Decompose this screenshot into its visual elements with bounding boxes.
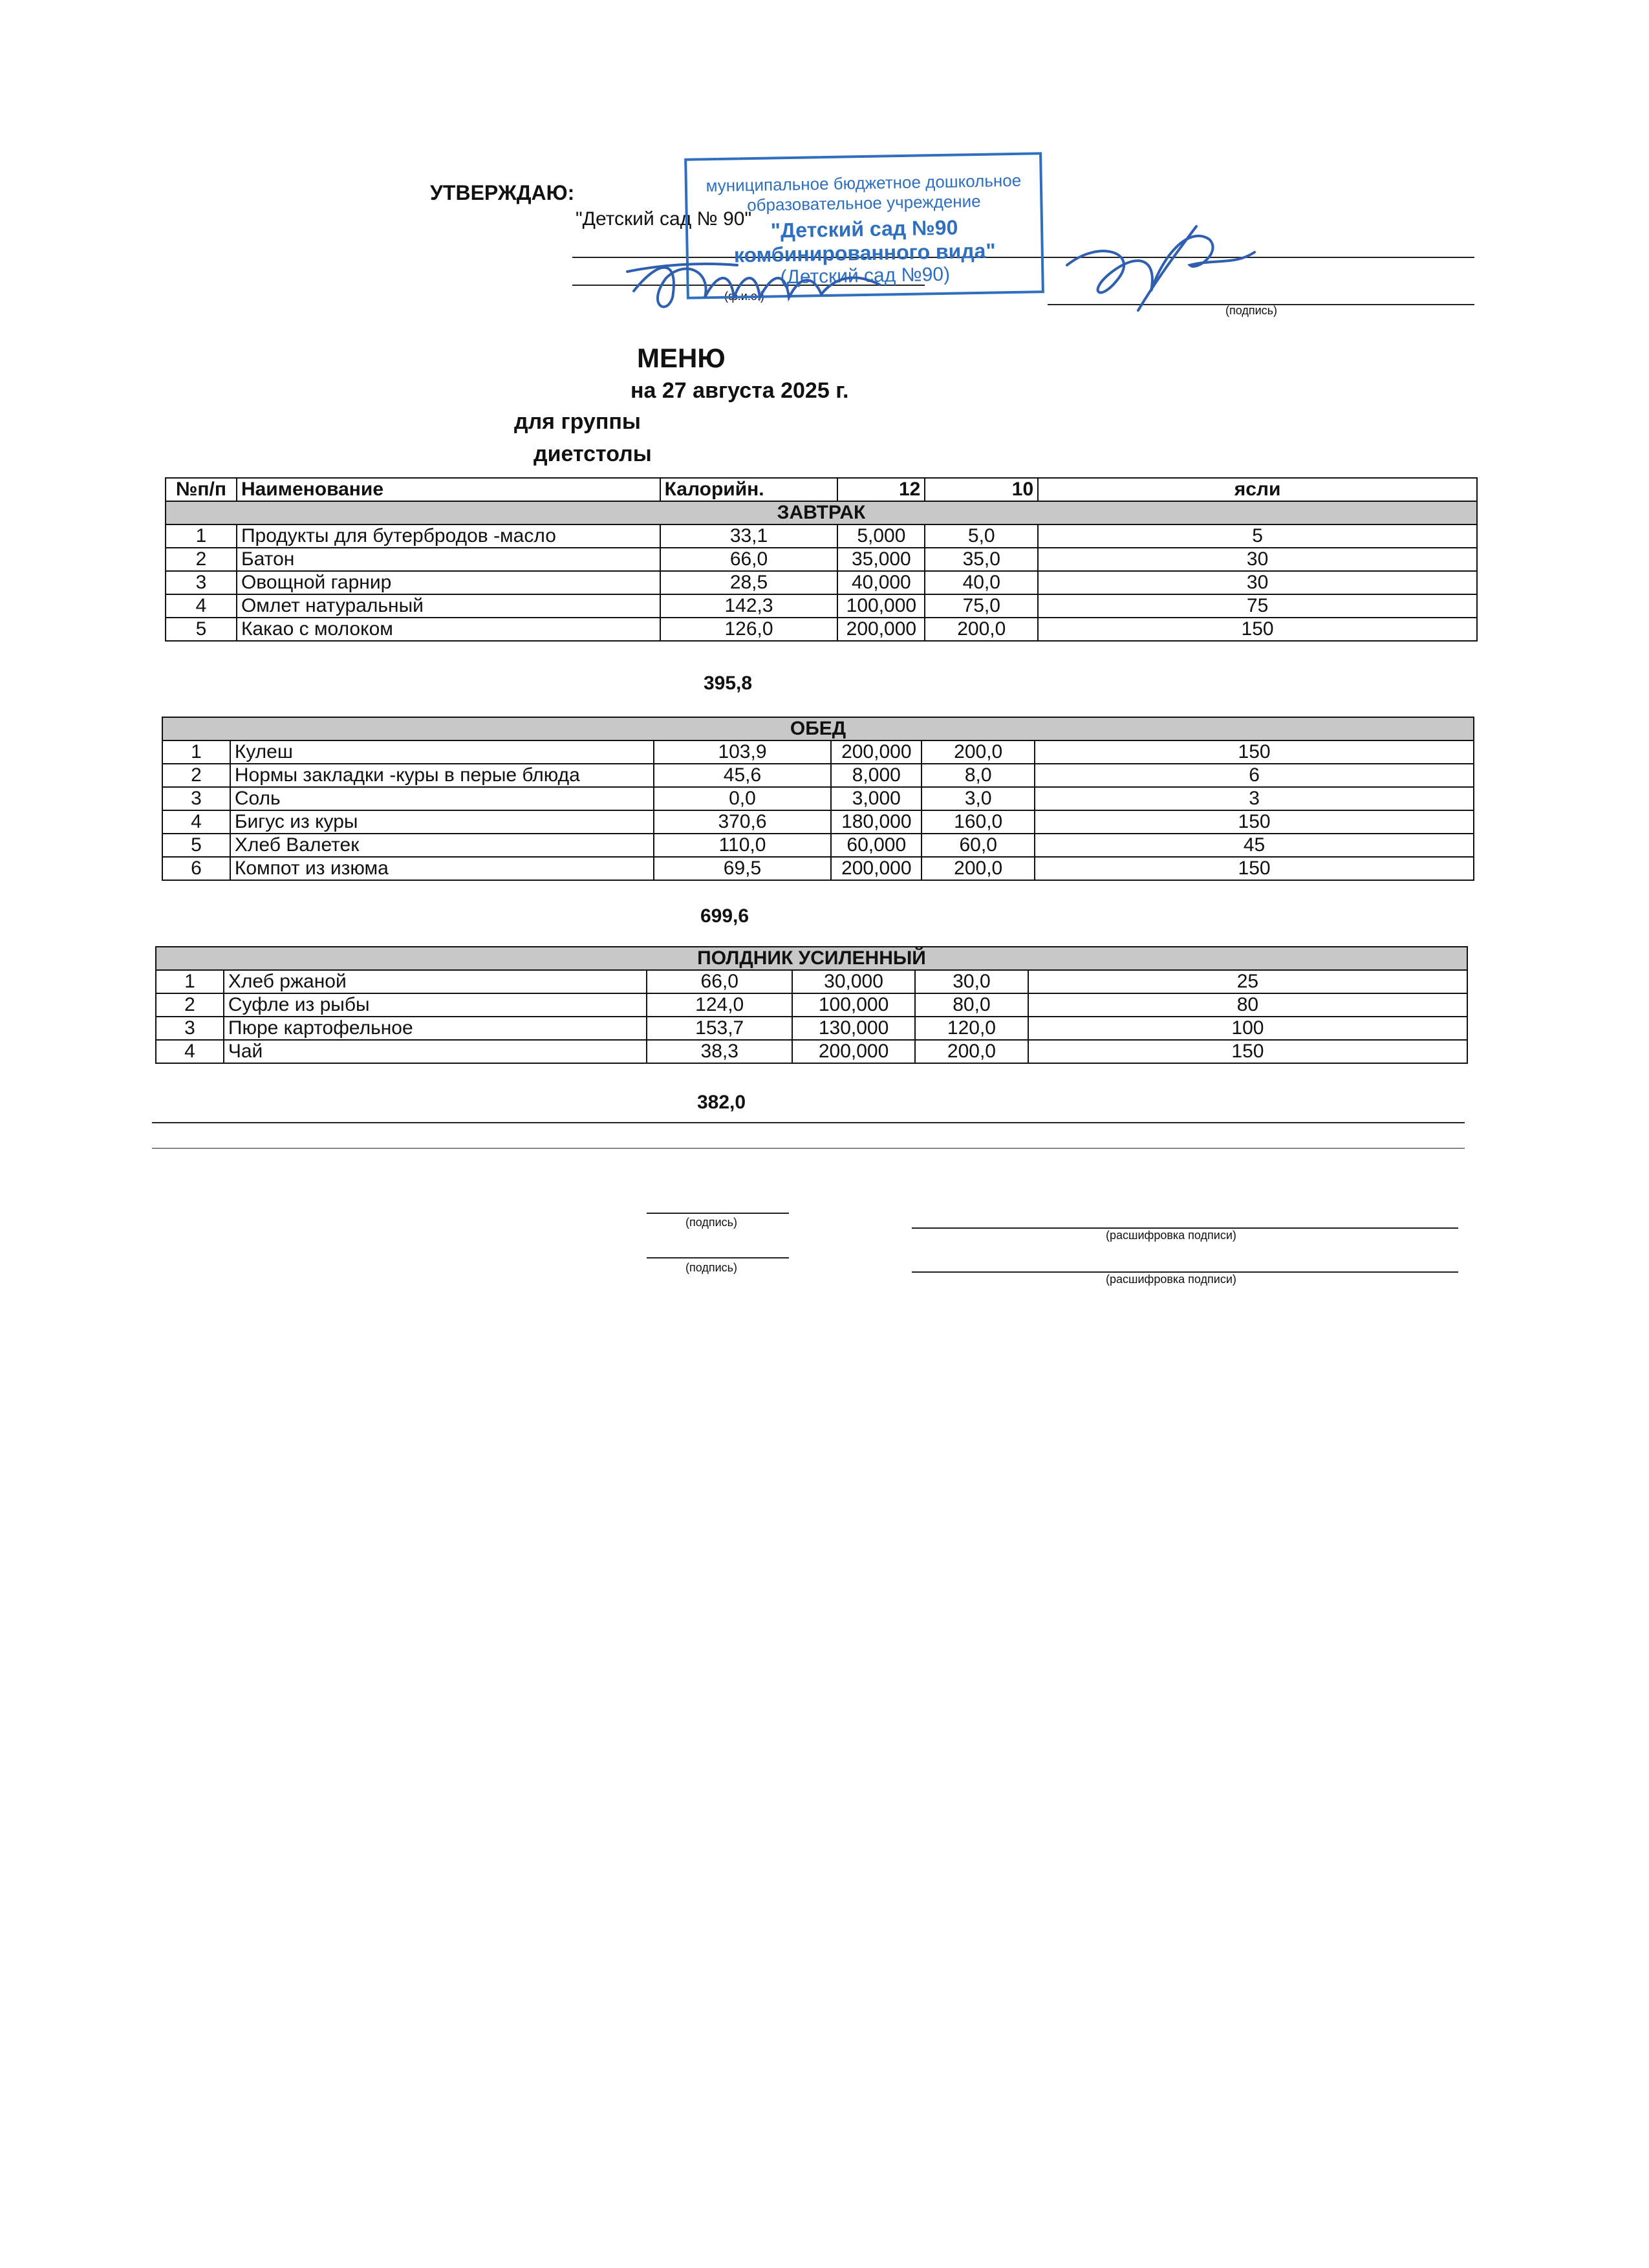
row-name: Продукты для бутербродов -масло [237,524,660,548]
row-kcal: 66,0 [660,548,838,571]
row-name: Хлеб ржаной [224,970,647,993]
row-value-10: 80,0 [915,993,1028,1017]
row-name: Батон [237,548,660,571]
row-kcal: 142,3 [660,594,838,618]
row-value-10: 75,0 [925,594,1038,618]
row-kcal: 124,0 [647,993,792,1017]
row-number: 3 [156,1017,224,1040]
table-row [156,970,1467,993]
stamp-line-2: образовательное учреждение [746,191,981,215]
row-name: Бигус из куры [230,810,654,834]
section-title: ЗАВТРАК [166,501,1477,524]
row-value-12: 30,000 [792,970,915,993]
stamp-line-3: "Детский сад №90 [770,215,958,243]
row-number: 6 [162,857,230,880]
table-row [166,571,1477,594]
row-value-12: 130,000 [792,1017,915,1040]
row-number: 3 [166,571,237,594]
row-nursery: 100 [1028,1017,1467,1040]
table-row [162,740,1474,764]
row-number: 2 [166,548,237,571]
row-nursery: 45 [1035,834,1474,857]
row-number: 1 [166,524,237,548]
row-number: 3 [162,787,230,810]
snack-rows [156,970,1467,1063]
table-row [156,1040,1467,1063]
row-kcal: 370,6 [654,810,832,834]
row-value-12: 200,000 [792,1040,915,1063]
table-row [166,524,1477,548]
page-title: МЕНЮ [637,343,726,373]
row-nursery: 30 [1038,548,1477,571]
row-number: 4 [162,810,230,834]
row-value-12: 200,000 [831,740,921,764]
menu-date: на 27 августа 2025 г. [630,378,849,403]
row-number: 1 [162,740,230,764]
lunch-total: 699,6 [700,905,749,927]
footer-decode-caption-2: (расшифровка подписи) [1106,1273,1236,1286]
footer-sign-caption-2: (подпись) [685,1261,738,1274]
divider-line [152,1122,1465,1123]
row-value-12: 200,000 [831,857,921,880]
row-value-12: 35,000 [837,548,925,571]
row-name: Компот из изюма [230,857,654,880]
row-value-12: 100,000 [837,594,925,618]
row-nursery: 150 [1038,618,1477,641]
row-kcal: 103,9 [654,740,832,764]
row-kcal: 28,5 [660,571,838,594]
header-nursery: ясли [1038,478,1477,501]
row-value-10: 200,0 [925,618,1038,641]
row-kcal: 45,6 [654,764,832,787]
table-row [166,618,1477,641]
stamp-line-1: муниципальное бюджетное дошкольное [706,170,1022,196]
table-row [162,764,1474,787]
row-value-10: 120,0 [915,1017,1028,1040]
row-nursery: 150 [1028,1040,1467,1063]
table-row [162,857,1474,880]
row-name: Какао с молоком [237,618,660,641]
stamp-line-4: комбинированного вида" [733,239,996,267]
header-kcal: Калорийн. [660,478,838,501]
row-nursery: 6 [1035,764,1474,787]
snack-total: 382,0 [697,1092,746,1113]
row-name: Овощной гарнир [237,571,660,594]
row-number: 5 [162,834,230,857]
approve-label: УТВЕРЖДАЮ: [430,181,575,204]
row-value-10: 200,0 [921,857,1035,880]
row-value-10: 60,0 [921,834,1035,857]
fio-caption: (ф.и.о.) [724,290,764,303]
row-value-10: 200,0 [915,1040,1028,1063]
breakfast-total: 395,8 [704,673,753,694]
row-value-10: 30,0 [915,970,1028,993]
footer-sign-line-2 [647,1257,789,1258]
row-kcal: 110,0 [654,834,832,857]
footer-sign-caption-1: (подпись) [685,1216,738,1229]
row-kcal: 66,0 [647,970,792,993]
row-nursery: 25 [1028,970,1467,993]
footer-sign-line-1 [647,1213,789,1214]
row-number: 4 [166,594,237,618]
row-value-10: 8,0 [921,764,1035,787]
row-value-12: 180,000 [831,810,921,834]
row-nursery: 150 [1035,810,1474,834]
row-nursery: 75 [1038,594,1477,618]
header-num: №п/п [166,478,237,501]
table-row [162,810,1474,834]
row-kcal: 33,1 [660,524,838,548]
row-nursery: 150 [1035,857,1474,880]
row-number: 2 [162,764,230,787]
row-number: 1 [156,970,224,993]
table-row [166,548,1477,571]
header-12: 12 [837,478,925,501]
row-name: Соль [230,787,654,810]
row-value-10: 40,0 [925,571,1038,594]
footer-decode-caption-1: (расшифровка подписи) [1106,1229,1236,1242]
row-number: 2 [156,993,224,1017]
table-row [166,594,1477,618]
row-name: Кулеш [230,740,654,764]
table-row [156,1017,1467,1040]
header-10: 10 [925,478,1038,501]
lunch-rows [162,740,1474,880]
row-value-12: 3,000 [831,787,921,810]
row-kcal: 0,0 [654,787,832,810]
row-nursery: 30 [1038,571,1477,594]
snack-table [155,946,1468,1064]
header-name: Наименование [237,478,660,501]
row-value-10: 160,0 [921,810,1035,834]
row-value-12: 40,000 [837,571,925,594]
menu-diet: диетстолы [534,442,652,466]
table-header-row [166,478,1477,501]
row-value-10: 200,0 [921,740,1035,764]
table-row [156,993,1467,1017]
row-value-12: 8,000 [831,764,921,787]
row-nursery: 5 [1038,524,1477,548]
row-nursery: 150 [1035,740,1474,764]
org-name: "Детский сад № 90" [576,208,752,230]
row-number: 4 [156,1040,224,1063]
sign-caption: (подпись) [1225,304,1278,317]
row-number: 5 [166,618,237,641]
row-value-12: 100,000 [792,993,915,1017]
row-name: Омлет натуральный [237,594,660,618]
row-name: Суфле из рыбы [224,993,647,1017]
divider-line-2 [152,1148,1465,1149]
row-nursery: 3 [1035,787,1474,810]
signature-fio [621,233,892,323]
row-value-12: 200,000 [837,618,925,641]
section-title: ПОЛДНИК УСИЛЕННЫЙ [156,947,1467,970]
row-name: Чай [224,1040,647,1063]
breakfast-table [165,477,1478,642]
stamp-line-5: (Детский сад №90) [780,263,951,288]
row-value-10: 5,0 [925,524,1038,548]
row-nursery: 80 [1028,993,1467,1017]
menu-group: для группы [514,409,641,434]
row-value-10: 35,0 [925,548,1038,571]
row-value-12: 60,000 [831,834,921,857]
section-title: ОБЕД [162,717,1474,740]
row-name: Пюре картофельное [224,1017,647,1040]
row-name: Хлеб Валетек [230,834,654,857]
row-value-10: 3,0 [921,787,1035,810]
table-row [162,787,1474,810]
row-value-12: 5,000 [837,524,925,548]
breakfast-rows [166,524,1477,641]
lunch-table [162,717,1474,881]
row-kcal: 153,7 [647,1017,792,1040]
signature-approver [1061,213,1267,323]
table-row [162,834,1474,857]
row-kcal: 69,5 [654,857,832,880]
row-kcal: 126,0 [660,618,838,641]
row-name: Нормы закладки -куры в перые блюда [230,764,654,787]
row-kcal: 38,3 [647,1040,792,1063]
